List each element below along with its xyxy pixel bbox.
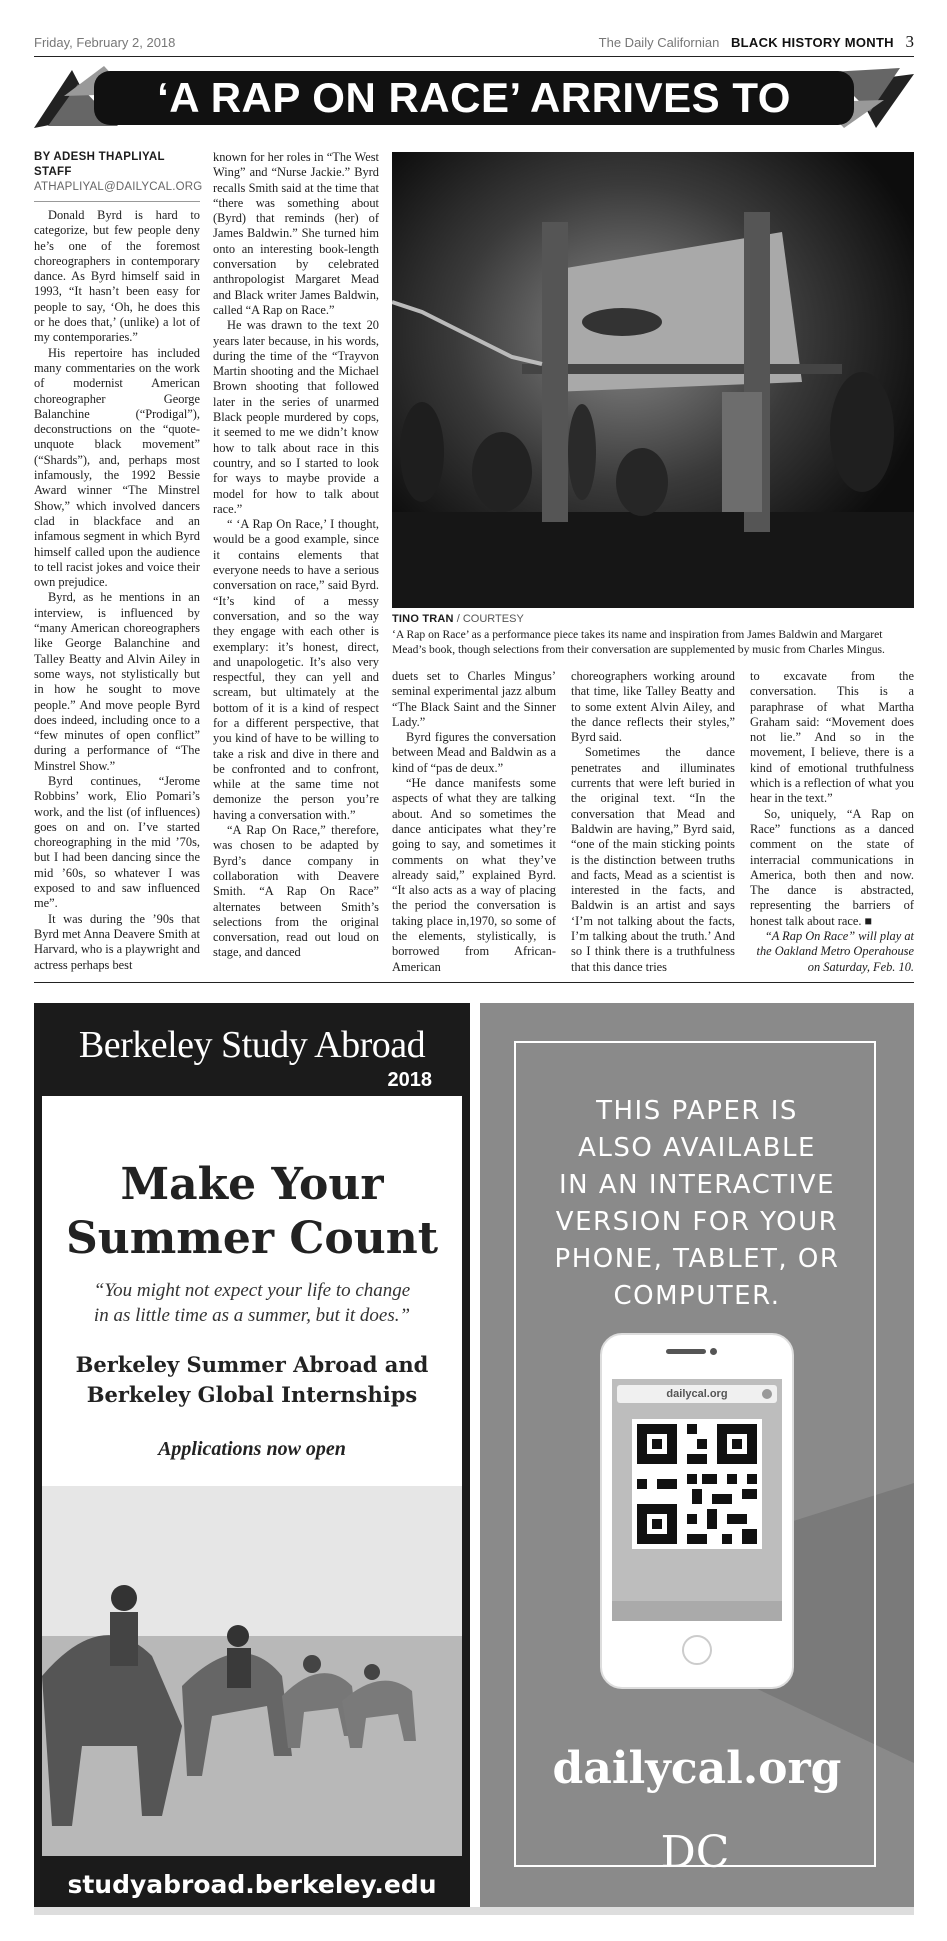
phone-screen	[612, 1379, 782, 1621]
paragraph: He was drawn to the text 20 years later because, in his words, during the time of the “Trayvon Martin shooting and the Michael Brown shooting that followed later in the series of unarmed Black people murdered by cops, it seemed to me we didn’t know how to talk about race in this country, and so I started to look for ways to maybe provide a model for how to talk about race.”	[213, 318, 379, 516]
article-column-4	[571, 669, 735, 975]
ad-brand: Berkeley Study Abroad	[78, 1024, 426, 1066]
article-column-3	[392, 669, 556, 975]
byline	[34, 150, 203, 202]
ad-quote	[62, 1278, 442, 1328]
ad-headline-line: Summer Count	[65, 1213, 439, 1264]
article-column-1	[34, 208, 200, 973]
paragraph: Byrd figures the conversation between Mead and Baldwin as a kind of “pas de deux.”	[392, 730, 556, 775]
header-right	[599, 32, 914, 52]
study-abroad-ad[interactable]	[34, 1003, 470, 1907]
publication-name: The Daily Californian	[598, 35, 720, 50]
article-column-2	[213, 150, 379, 961]
phone-camera	[710, 1348, 717, 1355]
ad-program-line: Berkeley Summer Abroad and	[75, 1352, 429, 1377]
ad-headline	[42, 1158, 462, 1266]
paragraph: known for her roles in “The West Wing” and “Nurse Jackie.” Byrd recalls Smith said at the time that “there was something about (Byrd) that reminds (her) of James Baldwin.” She turned him onto an interesting book-length conversation by celebrated anthropologist Margaret Mead and Black writer James Baldwin, called “A Rap on Race.”	[213, 150, 379, 317]
qr-code-icon	[632, 1419, 762, 1549]
phone-icon	[600, 1333, 794, 1689]
paragraph: “ ‘A Rap On Race,’ I thought, would be a good example, since it contains elements that everyone needs to have a serious conversation on race,” said Byrd. “It’s kind of a messy conversation, and so the way they engage with each other is exemplary: it’s honest, direct, and unapologetic. It’s also very respectful, they can yell and scream, but ultimately at the bottom of it is a kind of respect for a different perspective, that you kind of have to be willing to take a risk and dive in there and be confronted and to confront, while at the same time not demonize the person you’re having a conversation with.”	[213, 517, 379, 822]
ad-message-line: ALSO AVAILABLE	[578, 1133, 816, 1163]
credit-suffix: / COURTESY	[453, 613, 524, 625]
ad-message	[520, 1093, 874, 1315]
ad-site[interactable]: dailycal.org	[552, 1743, 842, 1794]
ad-quote-line: in as little time as a summer, but it does.”	[93, 1305, 411, 1326]
paragraph: Donald Byrd is hard to categorize, but few people deny he’s one of the foremost choreographers in contemporary dance. As Byrd himself said in 1993, “It hasn’t been easy for people to say, ‘Oh, he does this or he does that,’ (unlike) a lot of my contemporaries.”	[34, 208, 200, 345]
stage-photo-image	[392, 152, 914, 608]
ad-program-line: Berkeley Global Internships	[86, 1382, 418, 1407]
phone-speaker	[666, 1349, 706, 1354]
photo-credit	[392, 613, 914, 625]
ad-year: 2018	[387, 1069, 432, 1091]
logo-text: DC	[660, 1827, 730, 1875]
ad-message-line: COMPUTER.	[613, 1281, 781, 1311]
photographer-name: TINO TRAN	[392, 613, 454, 625]
page-number: 3	[905, 32, 914, 51]
paragraph: Byrd continues, “Jerome Robbins’ work, Elio Pomari’s work, and the list (of influences) goes on and on. I’ve started choreographing in the mid ’70s, but I had been dancing since the mid ’60s, so whatever I was exposed to and saw influenced me”.	[34, 773, 200, 911]
byline-author: BY ADESH THAPLIYAL	[34, 151, 165, 163]
paragraph: choreographers working around that time, like Talley Beatty and to some extent Alvin Ailey, and the dance reflects their styles,” Byrd said.	[571, 669, 735, 745]
paragraph: Sometimes the dance penetrates and illuminates currents that were left buried in the original text. “In the conversation that Mead and Baldwin are having,” Byrd said, “one of the main sticking points is the distinction between truths and facts, Mead as a scientist is interested in the facts, and Baldwin is an artist and says ‘I’m not talking about the facts, I’m talking about the truth.’ And so I think there is a truthfulness that this dance tries	[571, 745, 735, 974]
dailycal-logo-icon	[640, 1825, 750, 1875]
paragraph: to excavate from the conversation. This is a paraphrase of what Martha Graham said: “Movement does not lie.” And so in the movement, I believe, there is a kind of emotional truthfulness which is a reflection of what you hear in the text.”	[750, 669, 914, 806]
paragraph: “He dance manifests some aspects of what they are talking about. And so sometimes the dance anticipates what they’re going to say, and sometimes it comments on what they’ve already said,” explained Byrd. “It also acts as a way of placing the period the conversation is taking place in,1970, so some of the elements, stylistically, is borrowed from African-American	[392, 776, 556, 974]
paragraph: “A Rap On Race,” therefore, was chosen to be adapted by Byrd’s dance company in collaboration with Deavere Smith. “A Rap On Race” alternates between Smith’s selections from the original conversation, read out loud on stage, and danced	[213, 823, 379, 960]
ad-message-line: VERSION FOR YOUR	[555, 1207, 839, 1237]
bottom-band	[34, 1907, 914, 1915]
ad-message-line: PHONE, TABLET, OR	[554, 1244, 840, 1274]
home-button[interactable]	[682, 1635, 712, 1665]
ad-cta: Applications now open	[158, 1438, 346, 1460]
paragraph: duets set to Charles Mingus’ seminal experimental jazz album “The Black Saint and the Sinner Lady.”	[392, 669, 556, 729]
headline-banner	[34, 66, 914, 130]
paragraph: His repertoire has included many commentaries on the work of modernist American choreographer George Balanchine (“Prodigal”), deconstructions on the “quote-unquote black movement” (“Shards”), and, perhaps most infamously, the 1992 Bessie Award winner “The Minstrel Show,” which involved dancers clad in blackface and an infamous segment in which Byrd himself called upon the audience to tell racist jokes and voice their own prejudice.	[34, 345, 200, 590]
close-icon[interactable]	[762, 1389, 772, 1399]
byline-role: STAFF	[34, 166, 72, 178]
ad-url[interactable]: studyabroad.berkeley.edu	[67, 1870, 437, 1899]
ad-quote-line: “You might not expect your life to change	[93, 1280, 411, 1301]
paragraph: It was during the ’90s that Byrd met Anna Deavere Smith at Harvard, who is a playwright and actress perhaps best	[34, 911, 200, 972]
browser-toolbar	[612, 1601, 782, 1621]
address-bar[interactable]: dailycal.org	[617, 1385, 777, 1403]
ad-message-line: IN AN INTERACTIVE	[558, 1170, 836, 1200]
event-tagline: “A Rap On Race” will play at the Oakland Metro Operahouse on Saturday, Feb. 10.	[756, 929, 914, 974]
dailycal-ad[interactable]	[480, 1003, 914, 1907]
paragraph: So, uniquely, “A Rap on Race” functions as a danced comment on the state of interracial communications in America, both then and now. The dance is abstracted, representing the barriers of honest talk about race. ■	[750, 806, 914, 928]
performance-photo	[392, 152, 914, 608]
ad-panel	[42, 1096, 462, 1856]
ad-message-line: THIS PAPER IS	[596, 1096, 798, 1126]
ad-headline-line: Make Your	[120, 1159, 384, 1210]
issue-date: Friday, February 2, 2018	[34, 35, 176, 50]
byline-email[interactable]: ATHAPLIYAL@DAILYCAL.ORG	[34, 181, 203, 193]
ad-divider-rule	[34, 982, 914, 983]
header-rule	[34, 56, 914, 57]
headline: ‘A RAP ON RACE’ ARRIVES TO	[94, 71, 854, 125]
section-name: BLACK HISTORY MONTH	[730, 35, 894, 50]
paragraph: Byrd, as he mentions in an interview, is influenced by “many American choreographers like George Balanchine and Talley Beatty and Alvin Ailey in some ways, not stylistically but in how he sought to move people.” And move people Byrd does indeed, including once to a “few minutes of open conflict” during a performance of “The Minstrel Show.”	[34, 590, 200, 773]
ad-programs	[52, 1350, 452, 1410]
camel-riders-photo	[42, 1486, 462, 1856]
page-header	[34, 32, 914, 54]
byline-divider	[34, 201, 200, 202]
article-column-5	[750, 669, 914, 975]
photo-caption: ‘A Rap on Race’ as a performance piece takes its name and inspiration from James Baldwin and Margaret Mead’s book, though selections from their conversation are supplemented by music from Charles Mingus.	[392, 628, 885, 656]
